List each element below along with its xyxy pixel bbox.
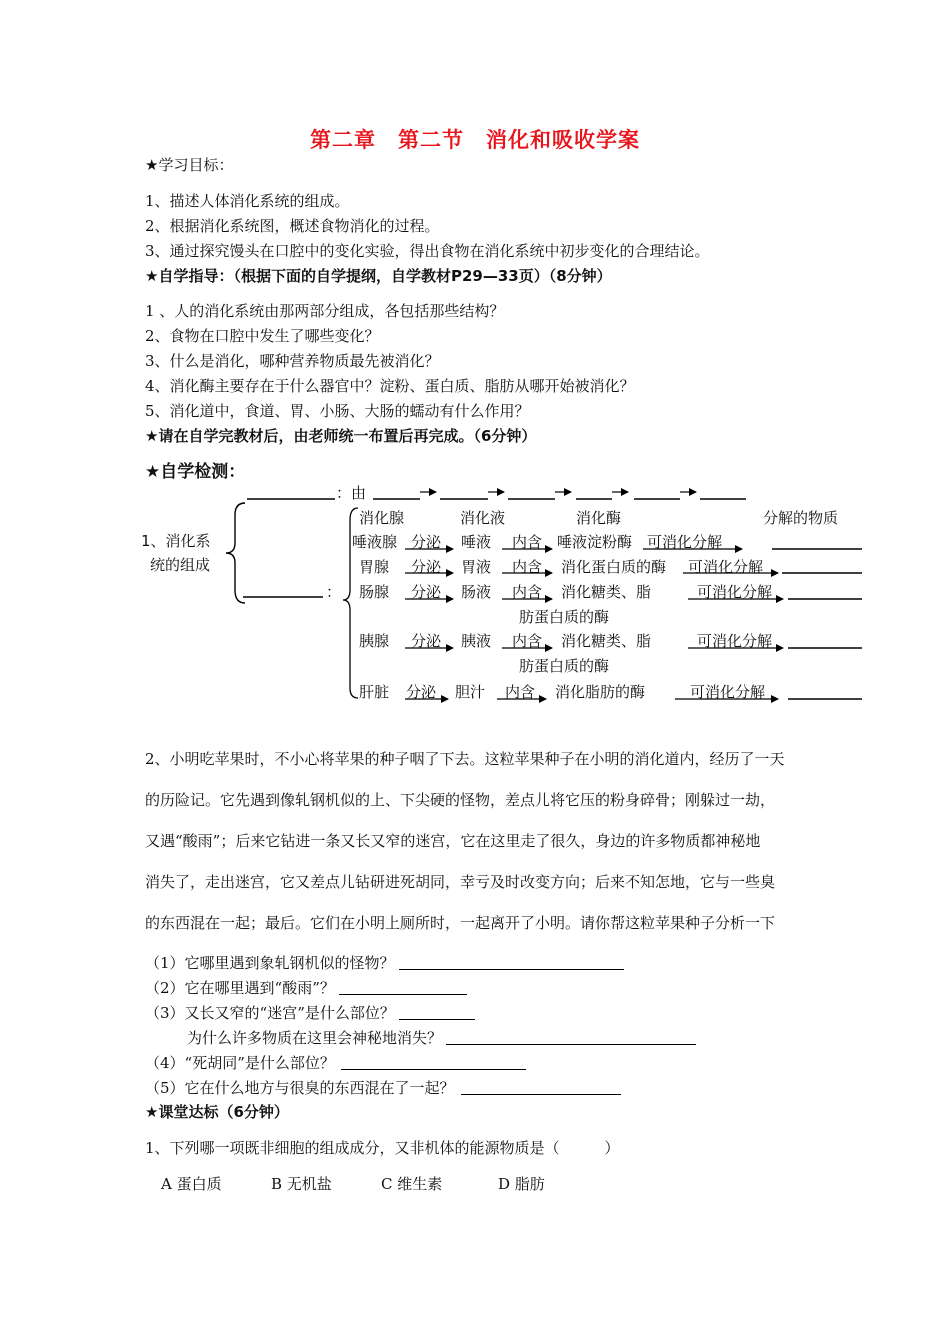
enzyme-label: 消化糖类、脂 [561, 583, 652, 601]
guide-note: ★请在自学完教材后，由老师统一布置后再完成。（6分钟） [145, 427, 537, 445]
diagram-colon: ： [326, 583, 342, 601]
option-b[interactable]: B 无机盐 [271, 1175, 332, 1193]
diagram-left-label: 统的组成 [150, 556, 211, 574]
secrete-label: 分泌 [411, 583, 442, 601]
secrete-label: 分泌 [406, 683, 437, 701]
answer-blank[interactable] [339, 980, 467, 995]
digest-label: 可消化分解 [697, 632, 773, 650]
question-3b [187, 1027, 696, 1048]
guide-item: 1 、人的消化系统由那两部分组成，各包括那些结构？ [145, 302, 505, 320]
secrete-label: 分泌 [411, 558, 442, 576]
classwork-question: 1、下列哪一项既非细胞的组成成分，又非机体的能源物质是（ ） [145, 1139, 620, 1157]
objective-item: 2、根据消化系统图，概述食物消化的过程。 [145, 217, 440, 235]
question-1 [145, 952, 624, 973]
enzyme-label-cont: 肪蛋白质的酶 [519, 608, 610, 626]
gland-label: 胃腺 [359, 558, 390, 576]
guide-item: 4、消化酶主要存在于什么器官中？淀粉、蛋白质、脂肪从哪开始被消化？ [145, 377, 635, 395]
contain-label: 内含 [512, 632, 543, 650]
story-line: 的东西混在一起；最后。它们在小明上厕所时，一起离开了小明。请你帮这粒苹果种子分析一下 [145, 914, 776, 932]
classwork-heading: ★课堂达标（6分钟） [145, 1103, 289, 1121]
secrete-label: 分泌 [411, 632, 442, 650]
diagram-colon-you: ：由 [336, 484, 367, 502]
col-header-enzyme: 消化酶 [576, 509, 622, 527]
brace [226, 503, 245, 603]
digest-label: 可消化分解 [697, 583, 773, 601]
question-4 [145, 1052, 526, 1073]
gland-label: 肝脏 [359, 683, 390, 701]
question-text: （2）它在哪里遇到“酸雨”？ [145, 979, 335, 997]
gland-label: 唾液腺 [352, 533, 398, 551]
story-line: 又遇“酸雨”；后来它钻进一条又长又窄的迷宫，它在这里走了很久，身边的许多物质都神秘地 [145, 832, 761, 850]
answer-blank[interactable] [446, 1030, 696, 1045]
digest-label: 可消化分解 [688, 558, 764, 576]
enzyme-label: 消化脂肪的酶 [555, 683, 646, 701]
question-text: （4）“死胡同”是什么部位？ [145, 1054, 335, 1072]
col-header-gland: 消化腺 [359, 509, 405, 527]
digest-label: 可消化分解 [690, 683, 766, 701]
question-text: （5）它在什么地方与很臭的东西混在了一起？ [145, 1079, 455, 1097]
juice-label: 胆汁 [455, 683, 486, 701]
answer-blank[interactable] [461, 1080, 621, 1095]
guide-heading: ★自学指导：（根据下面的自学提纲，自学教材P29—33页）（8分钟） [145, 267, 612, 285]
guide-item: 5、消化道中，食道、胃、小肠、大肠的蠕动有什么作用？ [145, 402, 530, 420]
col-header-product: 分解的物质 [763, 509, 839, 527]
answer-blank[interactable] [399, 955, 624, 970]
answer-blank[interactable] [341, 1055, 526, 1070]
story-line: 消失了，走出迷宫，它又差点儿钻研进死胡同，幸亏及时改变方向；后来不知怎地，它与一些臭 [145, 873, 776, 891]
page-title: 第二章 第二节 消化和吸收学案 [310, 128, 640, 152]
objective-item: 1、描述人体消化系统的组成。 [145, 192, 350, 210]
answer-blank[interactable] [399, 1005, 475, 1020]
col-header-juice: 消化液 [460, 509, 506, 527]
question-3 [145, 1002, 475, 1023]
objectives-heading: ★学习目标： [145, 156, 234, 174]
objective-item: 3、通过探究馒头在口腔中的变化实验，得出食物在消化系统中初步变化的合理结论。 [145, 242, 710, 260]
guide-item: 3、什么是消化，哪种营养物质最先被消化？ [145, 352, 440, 370]
selftest-heading: ★自学检测： [145, 462, 246, 482]
digest-label: 可消化分解 [647, 533, 723, 551]
option-c[interactable]: C 维生素 [381, 1175, 443, 1193]
diagram-left-label: 1、消化系 [141, 532, 211, 550]
enzyme-label: 唾液淀粉酶 [557, 533, 633, 551]
contain-label: 内含 [512, 583, 543, 601]
story-line: 2、小明吃苹果时，不小心将苹果的种子咽了下去。这粒苹果种子在小明的消化道内，经历了一天 [145, 750, 785, 768]
guide-item: 2、食物在口腔中发生了哪些变化？ [145, 327, 380, 345]
question-5 [145, 1077, 621, 1098]
contain-label: 内含 [512, 558, 543, 576]
question-text: 为什么许多物质在这里会神秘地消失？ [187, 1029, 443, 1047]
enzyme-label: 消化蛋白质的酶 [561, 558, 667, 576]
contain-label: 内含 [505, 683, 536, 701]
enzyme-label: 消化糖类、脂 [561, 632, 652, 650]
question-text: （1）它哪里遇到象轧钢机似的怪物？ [145, 954, 395, 972]
juice-label: 胃液 [461, 558, 492, 576]
secrete-label: 分泌 [411, 533, 442, 551]
gland-label: 胰腺 [359, 632, 390, 650]
juice-label: 唾液 [461, 533, 492, 551]
gland-label: 肠腺 [359, 583, 390, 601]
question-text: （3）又长又窄的“迷宫”是什么部位？ [145, 1004, 395, 1022]
question-2 [145, 977, 467, 998]
juice-label: 肠液 [461, 583, 492, 601]
juice-label: 胰液 [461, 632, 492, 650]
enzyme-label-cont: 肪蛋白质的酶 [519, 657, 610, 675]
story-line: 的历险记。它先遇到像轧钢机似的上、下尖硬的怪物，差点儿将它压的粉身碎骨；刚躲过一劫， [145, 791, 776, 809]
contain-label: 内含 [512, 533, 543, 551]
option-d[interactable]: D 脂肪 [498, 1175, 545, 1193]
option-a[interactable]: A 蛋白质 [161, 1175, 222, 1193]
